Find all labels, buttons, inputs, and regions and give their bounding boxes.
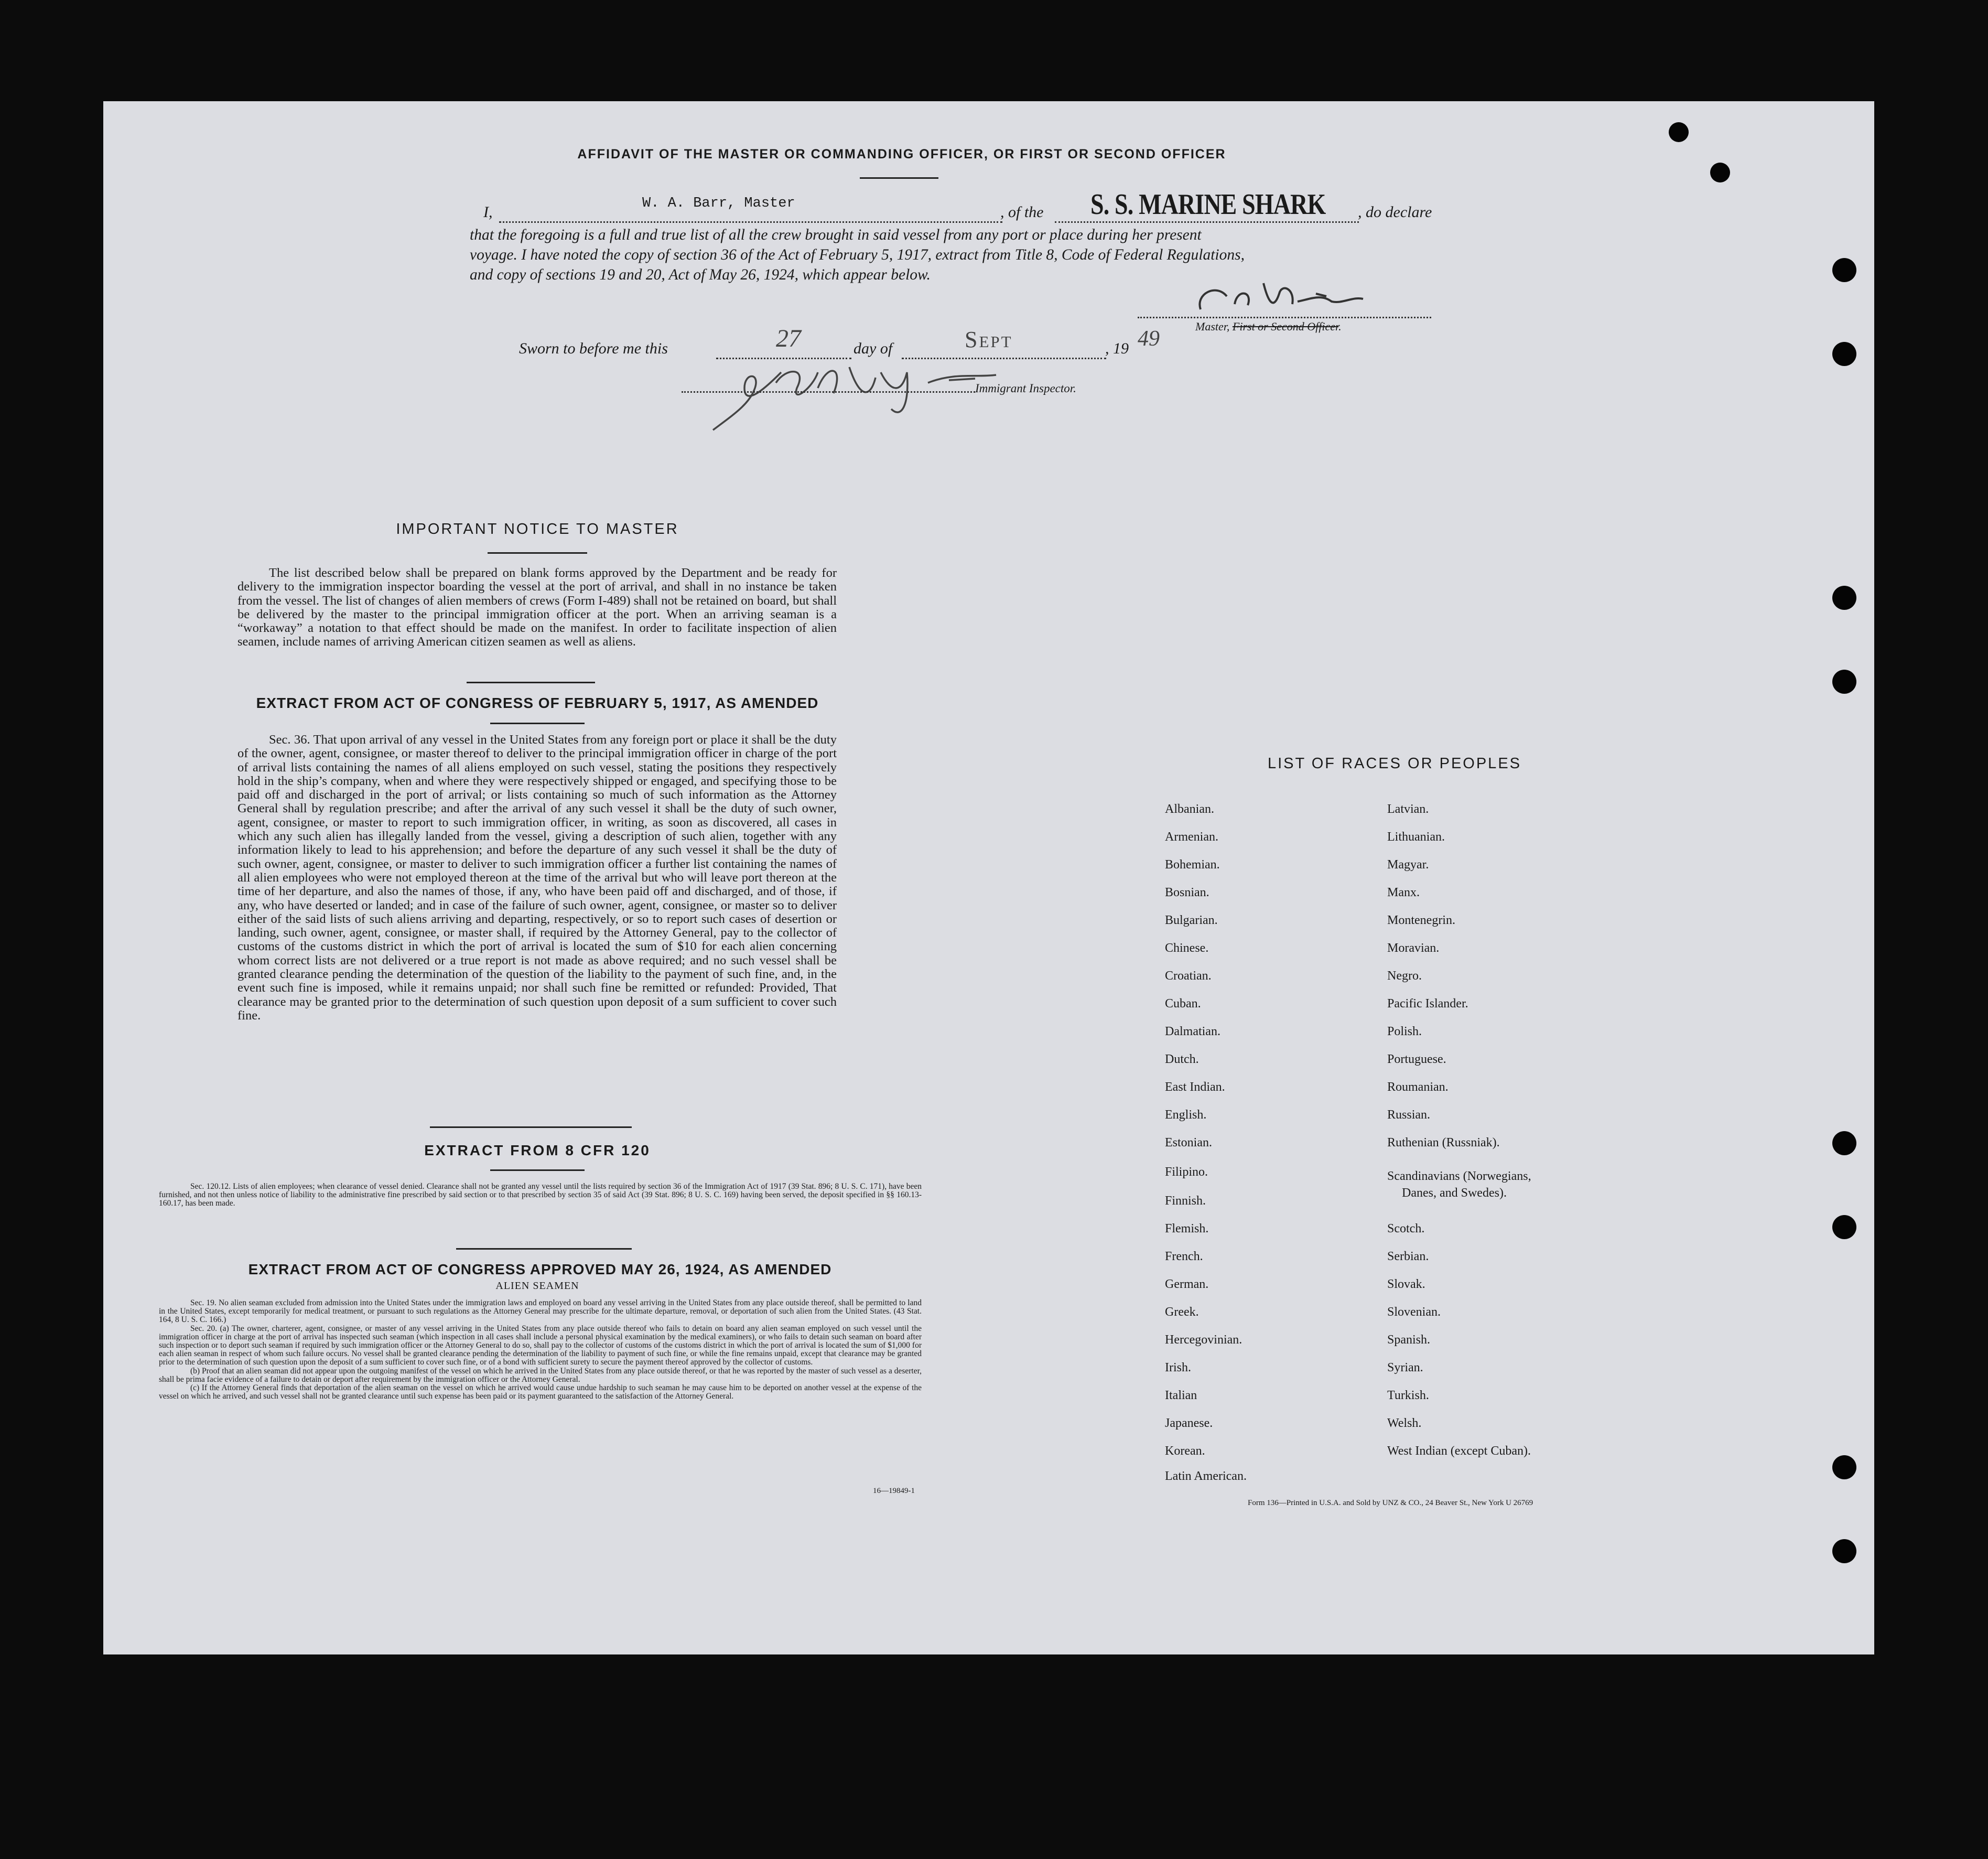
declare-label: , do declare [1358, 203, 1432, 221]
race-item: Spanish. [1387, 1333, 1431, 1347]
race-item: Finnish. [1165, 1194, 1206, 1208]
master-signature [1185, 273, 1405, 320]
extract-cfr-end-rule [456, 1248, 632, 1250]
affidavit-text-1: that the foregoing is a full and true list of all the crew brought in said vessel from any port or place during her present [470, 227, 1202, 243]
title-rule [860, 177, 938, 179]
i-label: I, [483, 203, 493, 221]
punch-hole [1832, 670, 1856, 694]
race-item: Montenegrin. [1387, 914, 1455, 927]
vessel-line [1055, 221, 1359, 223]
punch-hole [1832, 1131, 1856, 1155]
inspector-caption: Immigrant Inspector. [975, 382, 1076, 395]
vessel-name: S. S. MARINE SHARK [1090, 188, 1326, 221]
extract-cfr-title: EXTRACT FROM 8 CFR 120 [424, 1142, 651, 1158]
race-item: Hercegovinian. [1165, 1333, 1242, 1347]
race-item: Russian. [1387, 1108, 1431, 1122]
race-item: Flemish. [1165, 1222, 1209, 1235]
race-item: Pacific Islander. [1387, 997, 1468, 1011]
race-item: Moravian. [1387, 941, 1440, 955]
race-item: Roumanian. [1387, 1080, 1449, 1094]
caption-struck: First or Second Officer [1232, 320, 1339, 333]
extract-1917-title: EXTRACT FROM ACT OF CONGRESS OF FEBRUARY 5, 1917, AS AMENDED [256, 695, 819, 711]
form-code: 16—19849-1 [873, 1487, 915, 1495]
race-item: Negro. [1387, 969, 1422, 983]
race-item: Greek. [1165, 1305, 1199, 1319]
race-item: Bosnian. [1165, 886, 1209, 899]
sec-19-paragraph: Sec. 19. No alien seaman excluded from admission into the United States under the immigration laws and employed on board any vessel arriving in the United States from any place outside thereof, shall be permitted to land in the United States, except temporarily for medical treatment, or pursuant to such regulations as the Attorney General may prescribe for the ultimate departure, removal, or deportation of such alien from the United States. (43 Stat. 164, 8 U. S. C. 166.) [159, 1298, 922, 1325]
sec-20c-paragraph: (c) If the Attorney General finds that deportation of the alien seaman on the vessel on which he arrived would cause undue hardship to such seaman he may cause him to be deported on another vessel at the expense of the vessel on which he arrived, and such vessel shall not be granted clearance until such expense has been paid or its payment guaranteed to the satisfaction of the Attorney General. [159, 1383, 922, 1401]
race-item: Irish. [1165, 1361, 1191, 1374]
race-item: West Indian (except Cuban). [1387, 1444, 1531, 1458]
race-item: Ruthenian (Russniak). [1387, 1136, 1500, 1149]
sworn-year: 49 [1138, 327, 1160, 351]
race-item: Lithuanian. [1387, 830, 1445, 844]
race-item: Latin American. [1165, 1469, 1247, 1483]
notice-paragraph: The list described below shall be prepared on blank forms approved by the Department and be ready for delivery to the immigration inspector boarding the vessel at the port of arrival, and shall in no instance be taken from the vessel. The list of changes of alien members of crews (Form I-489) shall not be retained on board, but shall be delivered by the master to the principal immigration officer at the port. When an arriving seaman is a “workaway” a notation to that effect should be made on the manifest. In order to facilitate inspection of alien seamen, include names of arriving American citizen seamen as well as aliens. [237, 566, 837, 649]
race-item: Japanese. [1165, 1416, 1213, 1430]
inspector-signature [703, 351, 1038, 440]
extract-cfr-rule [490, 1169, 585, 1171]
race-item: Manx. [1387, 886, 1420, 899]
punch-hole [1832, 342, 1856, 366]
race-item: Bulgarian. [1165, 914, 1218, 927]
alien-seamen-subtitle: ALIEN SEAMEN [495, 1280, 579, 1292]
extract-1924-title: EXTRACT FROM ACT OF CONGRESS APPROVED MAY 26, 1924, AS AMENDED [248, 1261, 832, 1277]
extract-1917-rule [490, 723, 585, 724]
affidavit-title: AFFIDAVIT OF THE MASTER OR COMMANDING OFFICER, OR FIRST OR SECOND OFFICER [577, 147, 1226, 162]
race-item: Slovenian. [1387, 1305, 1441, 1319]
inspector-line [682, 391, 975, 393]
punch-hole [1669, 122, 1689, 142]
master-name: W. A. Barr, Master [642, 196, 795, 211]
race-item: Portuguese. [1387, 1052, 1446, 1066]
race-item: Bohemian. [1165, 858, 1220, 872]
affidavit-text-2: voyage. I have noted the copy of section 36 of the Act of February 5, 1917, extract from Title 8, Code of Federal Regulations, [470, 246, 1245, 263]
punch-hole [1710, 163, 1730, 182]
sec-20b-paragraph: (b) Proof that an alien seaman did not appear upon the outgoing manifest of the vessel on which he arrived in the United States from any place outside thereof, or that he was reported by the master of such vessel as a deserter, shall be prima facie evidence of a failure to detain or deport after requirement by the immigration officer or the Attorney General. [159, 1366, 922, 1384]
section-36-paragraph: Sec. 36. That upon arrival of any vessel in the United States from any foreign port or place it shall be the duty of the owner, agent, consignee, or master thereof to deliver to the principal immigration officer in charge of the port of arrival lists containing the names of all aliens employed on such vessel, stating the positions they respectively hold in the ship’s company, when and where they were respectively shipped or engaged, and specifying those to be paid off and discharged in the port of arrival; or lists containing so much of such information as the Attorney General shall by regulation prescribe; and after the arrival of any such vessel it shall be the duty of such owner, agent, consignee, or master to report to such immigration officer, in writing, as soon as discovered, all cases in which any such alien has illegally landed from the vessel, giving a description of such alien, together with any information likely to lead to his apprehension; and before the departure of any such vessel it shall be the duty of such owner, agent, consignee, or master to deliver to such immigration officer a further list containing the names of all alien employees who were not employed thereon at the time of the arrival but who will leave port thereon at the time of her departure, and also the names of those, if any, who have been paid off and discharged, and of those, if any, who have deserted or landed; and in case of the failure of such owner, agent, consignee, or master so to deliver either of the said lists of such aliens arriving and departing, respectively, or so to report such cases of desertion or landing, such owner, agent, consignee, or master shall, if required by the Attorney General, pay to the collector of customs of the customs district in which the port of arrival is located the sum of $10 for each alien concerning whom correct lists are not delivered or a true report is not made as above required; and no such vessel shall be granted clearance pending the determination of the question of the liability to the payment of such fine, and, in the event such fine is imposed, while it remains unpaid; nor shall such fine be remitted or refunded: Provided, That clearance may be granted prior to the determination of such question upon deposit of a sum sufficient to cover such fine. [237, 733, 837, 1023]
race-item: Scandinavians (Norwegians, [1387, 1169, 1531, 1183]
race-item: Filipino. [1165, 1165, 1208, 1179]
race-item: Italian [1165, 1389, 1197, 1402]
race-item: Dutch. [1165, 1052, 1199, 1066]
race-item: Syrian. [1387, 1361, 1423, 1374]
caption-prefix: Master, [1195, 320, 1233, 333]
sworn-label: Sworn to before me this [519, 340, 668, 357]
race-item: Croatian. [1165, 969, 1212, 983]
extract-1917-end-rule [430, 1126, 632, 1128]
race-item: Dalmatian. [1165, 1025, 1220, 1038]
extract-cfr-text [159, 1183, 922, 1208]
race-item: Serbian. [1387, 1250, 1429, 1263]
race-item: Magyar. [1387, 858, 1429, 872]
notice-title: IMPORTANT NOTICE TO MASTER [396, 521, 679, 538]
extract-1917-text [237, 733, 837, 1023]
sworn-month: Sept [965, 327, 1013, 352]
notice-end-rule [467, 682, 595, 683]
punch-hole [1832, 1455, 1856, 1479]
extract-1924-text [159, 1299, 922, 1401]
race-item: Slovak. [1387, 1277, 1425, 1291]
race-item: German. [1165, 1277, 1209, 1291]
race-item: Welsh. [1387, 1416, 1422, 1430]
race-item: Cuban. [1165, 997, 1201, 1011]
day-of-label: day of [853, 340, 893, 357]
race-item: English. [1165, 1108, 1207, 1122]
sec-20a-paragraph: Sec. 20. (a) The owner, charterer, agent, consignee, or master of any vessel arriving in the United States from any place outside thereof who fails to detain on board any alien seaman employed on such vessel until the immigration officer in charge at the port of arrival has inspected such seaman (which inspection in all cases shall include a personal physical examination by the medical examiners), or who fails to detain such seaman on board after such inspection or to deport such seaman if required by such immigration officer or the Attorney General to do so, shall pay to the collector of customs of the customs district in which the port of arrival is located the sum of $1,000 for each alien seaman in respect of whom such failure occurs. No vessel shall be granted clearance pending the determination of the liability to payment of such fine, or while the fine remains unpaid, except that clearance may be granted prior to the determination of such question upon the deposit of a sum sufficient to cover such fine, or of a bond with sufficient surety to secure the payment thereof approved by the collector of customs. [159, 1324, 922, 1367]
race-item: Polish. [1387, 1025, 1422, 1038]
punch-hole [1832, 586, 1856, 610]
race-item: Scotch. [1387, 1222, 1425, 1235]
notice-text [237, 566, 837, 649]
race-item: French. [1165, 1250, 1203, 1263]
caption-suffix: . [1338, 320, 1342, 333]
race-item: Chinese. [1165, 941, 1209, 955]
signature-caption [1195, 320, 1342, 334]
notice-rule [488, 552, 587, 554]
of-the-label: , of the [1000, 203, 1044, 221]
year-prefix: , 19 [1105, 340, 1129, 357]
races-title: LIST OF RACES OR PEOPLES [1267, 755, 1522, 772]
name-line [499, 221, 1002, 223]
punch-hole [1832, 1215, 1856, 1239]
race-item: Estonian. [1165, 1136, 1212, 1149]
sec-120-12-paragraph: Sec. 120.12. Lists of alien employees; when clearance of vessel denied. Clearance shall not be granted any vessel until the lists required by section 36 of the Immigration Act of 1917 (39 Stat. 896; 8 U. S. C. 171), have been furnished, and not then unless notice of liability to the administrative fine prescribed by said section or to that prescribed by section 35 of said Act (39 Stat. 896; 8 U. S. C. 169) having been served, the deposit specified in §§ 160.13-160.17, has been made. [159, 1182, 922, 1208]
affidavit-text-3: and copy of sections 19 and 20, Act of May 26, 1924, which appear below. [470, 266, 931, 283]
race-item: Latvian. [1387, 802, 1429, 816]
punch-hole [1832, 258, 1856, 282]
sworn-day: 27 [776, 325, 801, 352]
punch-hole [1832, 1539, 1856, 1563]
master-signature-line [1138, 317, 1431, 318]
race-item: Turkish. [1387, 1389, 1429, 1402]
form-print-note: Form 136—Printed in U.S.A. and Sold by UNZ & CO., 24 Beaver St., New York U 26769 [1248, 1499, 1533, 1507]
race-item: Korean. [1165, 1444, 1205, 1458]
race-item: Armenian. [1165, 830, 1218, 844]
race-item: Danes, and Swedes). [1402, 1186, 1507, 1200]
race-item: East Indian. [1165, 1080, 1225, 1094]
race-item: Albanian. [1165, 802, 1214, 816]
